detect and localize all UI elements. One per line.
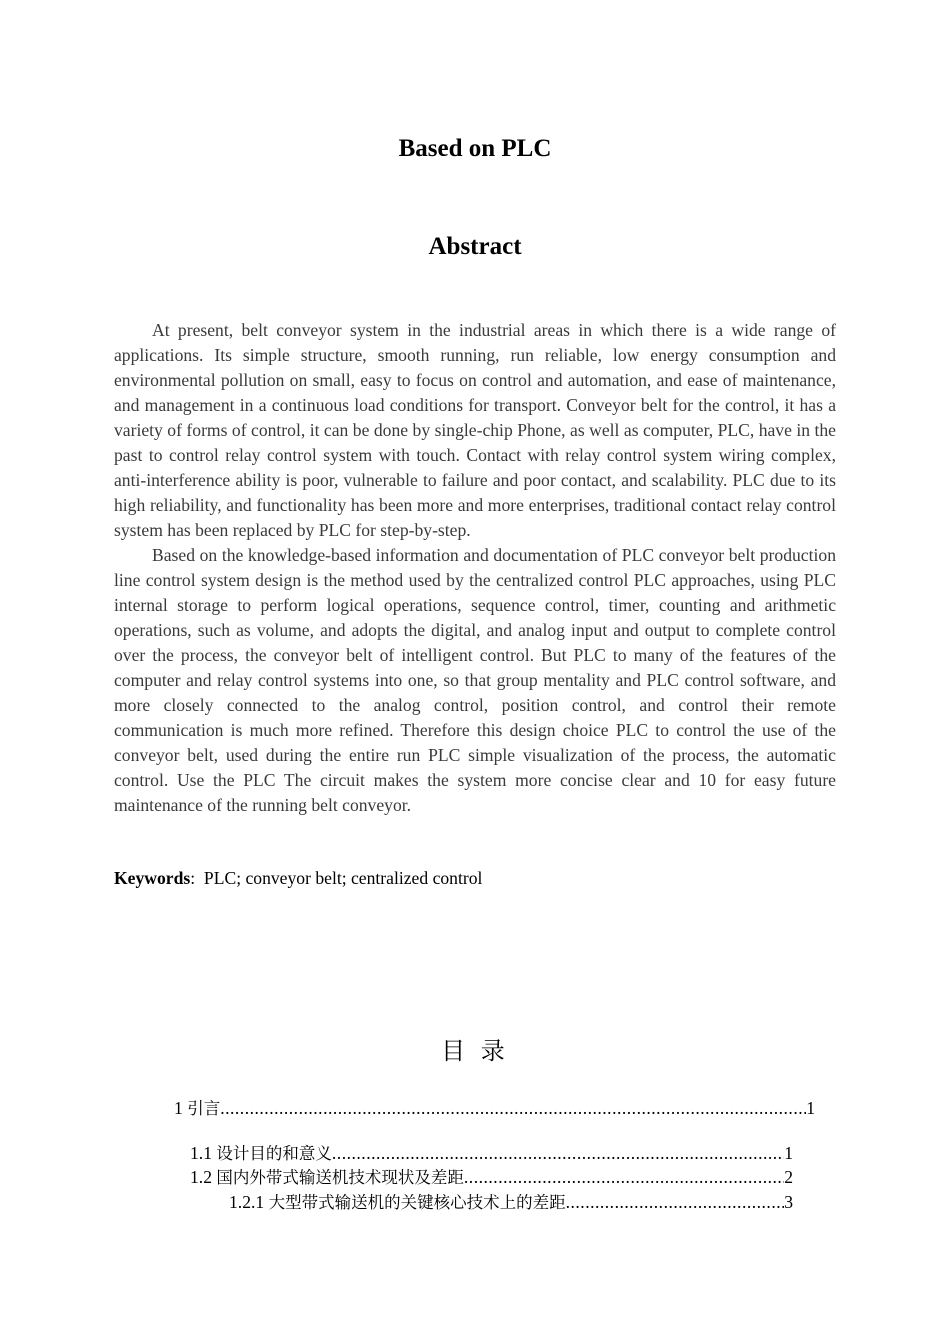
- toc-leader-dots: [220, 1096, 806, 1121]
- abstract-paragraph: Based on the knowledge-based information and documentation of PLC conveyor belt production line control system design is the method used by the centralized control PLC approaches, using PLC internal storage to perform logical operations, sequence control, timer, counting and arithmetic operations, such as volume, and adopts the digital, and analog input and output to complete control over the process, the conveyor belt of intelligent control. But PLC to many of the features of the computer and relay control systems into one, so that group mentality and PLC control software, and more closely connected to the analog control, position control, and control their remote communication is much more refined. Therefore this design choice PLC to control the use of the conveyor belt, used during the entire run PLC simple visualization of the process, the automatic control. Use the PLC The circuit makes the system more concise clear and 10 for easy future maintenance of the running belt conveyor.: [114, 545, 836, 815]
- abstract-body: [114, 318, 836, 818]
- toc-entry-title: 引言: [187, 1099, 221, 1118]
- toc-entry-number: 1.1: [190, 1143, 212, 1163]
- toc-entry-title: 国内外带式输送机技术现状及差距: [216, 1168, 464, 1187]
- toc-entry-number: 1.2: [190, 1167, 212, 1187]
- keywords-value: PLC; conveyor belt; centralized control: [203, 868, 483, 888]
- toc-entry-title: 设计目的和意义: [216, 1144, 332, 1163]
- toc-leader-dots: [332, 1141, 784, 1166]
- toc-entry-title: 大型带式输送机的关键核心技术上的差距: [268, 1193, 566, 1212]
- toc-entry-number: 1: [174, 1098, 183, 1118]
- toc-entry-page: 1: [784, 1143, 793, 1163]
- abstract-paragraph: At present, belt conveyor system in the industrial areas in which there is a wide range of applications. Its simple structure, smooth running, run reliable, low energy consumption and environmental pollution on small, easy to focus on control and automation, and ease of maintenance, and management in a continuous load conditions for transport. Conveyor belt for the control, it has a variety of forms of control, it can be done by single-chip Phone, as well as computer, PLC, have in the past to control relay control system with touch. Contact with relay control system wiring complex, anti-interference ability is poor, vulnerable to failure and poor contact, and scalability. PLC due to its high reliability, and functionality has been more and more enterprises, traditional contact relay control system has been replaced by PLC for step-by-step.: [114, 320, 836, 540]
- toc-entry-page: 3: [784, 1192, 793, 1212]
- toc-entry[interactable]: [190, 1165, 793, 1190]
- keywords-label: Keywords: [114, 868, 191, 888]
- toc-entry-page: 2: [784, 1167, 793, 1187]
- keywords-line: [114, 866, 836, 891]
- toc-entry-number: 1.2.1: [229, 1192, 265, 1212]
- abstract-heading: Abstract: [428, 233, 522, 260]
- toc-leader-dots: [566, 1190, 785, 1215]
- toc-entry[interactable]: [229, 1190, 793, 1215]
- toc-entry[interactable]: [174, 1096, 815, 1121]
- toc-title: 目 录: [441, 1037, 509, 1065]
- toc-leader-dots: [464, 1165, 784, 1190]
- keywords-separator: :: [190, 868, 196, 888]
- toc-entry[interactable]: [190, 1141, 793, 1166]
- toc-entry-page: 1: [806, 1098, 815, 1118]
- page-title: Based on PLC: [398, 135, 552, 162]
